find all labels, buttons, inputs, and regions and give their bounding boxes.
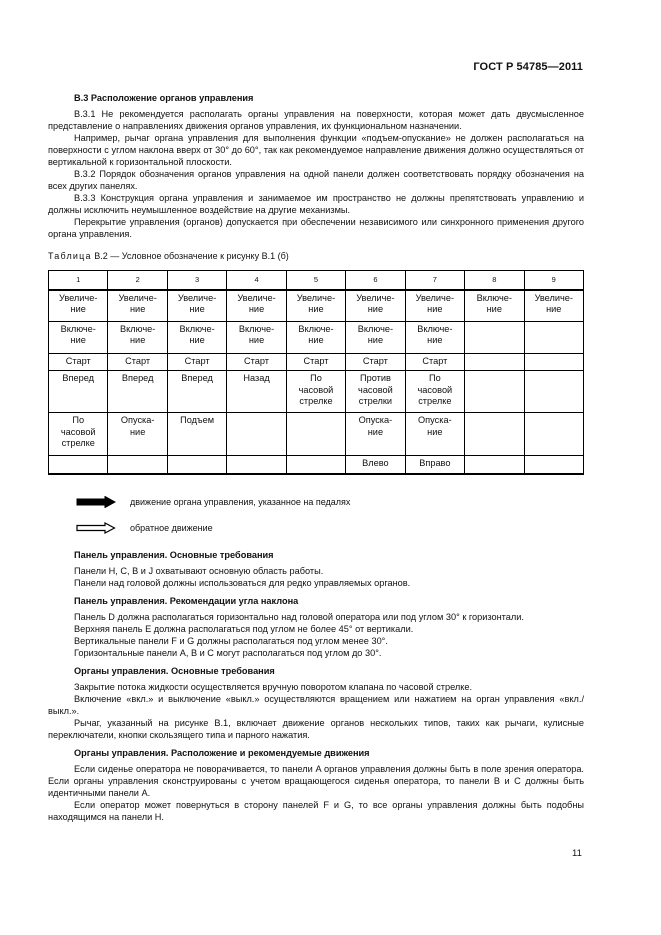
section-line: Вертикальные панели F и G должны располагаться под углом менее 30°. [74, 636, 388, 646]
table-cell: Вправо [405, 456, 464, 475]
table-cell: Включе- ние [346, 321, 405, 353]
section-heading: Панель управления. Рекомендации угла наклона [74, 596, 299, 606]
legend-table [48, 270, 584, 475]
table-cell [465, 353, 524, 371]
table-cell [227, 456, 286, 475]
table-cell [49, 456, 108, 475]
table-cell: Вперед [49, 371, 108, 413]
table-cell: Увеличе- ние [286, 290, 345, 322]
table-cell [524, 321, 584, 353]
table-cell: Опуска- ние [108, 413, 167, 456]
legend-row-solid [76, 495, 584, 509]
table-cell [465, 413, 524, 456]
table-cell [465, 321, 524, 353]
column-number: 3 [167, 271, 226, 290]
table-cell: Увеличе- ние [346, 290, 405, 322]
arrow-legend [48, 495, 584, 535]
hollow-arrow-icon [76, 522, 116, 534]
column-number: 6 [346, 271, 405, 290]
section-line: Панели H, C, B и J охватывают основную область работы. [74, 566, 324, 576]
table-cell [524, 353, 584, 371]
table-cell: Вперед [167, 371, 226, 413]
table-cell [524, 371, 584, 413]
table-cell: Включе- ние [49, 321, 108, 353]
table-cell: Включе- ние [108, 321, 167, 353]
table-column-numbers [49, 271, 584, 290]
legend-row-hollow [76, 521, 584, 535]
table-cell [108, 456, 167, 475]
table-cell [227, 413, 286, 456]
section-heading: Органы управления. Основные требования [74, 666, 275, 676]
column-number: 1 [49, 271, 108, 290]
table-cell: Назад [227, 371, 286, 413]
table-cell: Старт [346, 353, 405, 371]
table-cell: Увеличе- ние [227, 290, 286, 322]
column-number: 9 [524, 271, 584, 290]
table-cell: Включе- ние [286, 321, 345, 353]
section-line: Если сиденье оператора не поворачивается, то панели A органов управления должны быть в поле зрения оператора. Если органы управления сконструированы с учетом вращающегося сиденья оператора, то панели B и C должны быть идентичными панели A. [48, 764, 584, 798]
paragraph-b32: В.3.2 Порядок обозначения органов управления на одной панели должен соответствовать порядку обозначения на всех других панелях. [48, 169, 584, 191]
column-number: 2 [108, 271, 167, 290]
section-line: Закрытие потока жидкости осуществляется вручную поворотом клапана по часовой стрелке. [74, 682, 473, 692]
table-cell: По часовой стрелке [49, 413, 108, 456]
table-row [49, 353, 584, 371]
table-cell: Увеличе- ние [524, 290, 584, 322]
table-row [49, 371, 584, 413]
table-cell: Увеличе- ние [108, 290, 167, 322]
section-heading: Панель управления. Основные требования [74, 550, 274, 560]
column-number: 8 [465, 271, 524, 290]
table-row [49, 413, 584, 456]
table-cell: Включе- ние [405, 321, 464, 353]
section-panel-angle [48, 595, 584, 659]
table-caption [48, 250, 584, 262]
table-cell: Увеличе- ние [49, 290, 108, 322]
table-cell: Старт [108, 353, 167, 371]
table-cell: Подъем [167, 413, 226, 456]
table-cell: Старт [49, 353, 108, 371]
table-cell: Старт [405, 353, 464, 371]
paragraph-overlap: Перекрытие управления (органов) допускается при обеспечении независимого или синхронного применения другого органа управления. [48, 217, 584, 239]
document-code: ГОСТ Р 54785—2011 [473, 61, 583, 73]
page-number: 11 [572, 848, 582, 859]
section-line: Панели над головой должны использоваться для редко управляемых органов. [74, 578, 411, 588]
page-content [48, 92, 584, 823]
section-panel-basic [48, 549, 584, 589]
table-row [49, 290, 584, 322]
table-cell: Опуска- ние [346, 413, 405, 456]
section-line: Верхняя панель E должна располагаться под углом не более 45° от вертикали. [74, 624, 414, 634]
table-cell [524, 413, 584, 456]
table-cell: Опуска- ние [405, 413, 464, 456]
column-number: 7 [405, 271, 464, 290]
section-line: Если оператор может повернуться в сторону панелей F и G, то все органы управления должны быть подобны находящимся на панели H. [48, 800, 584, 822]
table-cell: По часовой стрелке [405, 371, 464, 413]
legend-solid-label: движение органа управления, указанное на педалях [130, 497, 351, 507]
table-cell: Включе- ние [167, 321, 226, 353]
section-line: Рычаг, указанный на рисунке В.1, включает движение органов нескольких типов, таких как рычаги, кулисные переключатели, кнопки скользящего типа и парного нажатия. [48, 718, 584, 740]
table-cell: По часовой стрелке [286, 371, 345, 413]
table-row [49, 456, 584, 475]
table-cell: Вперед [108, 371, 167, 413]
section-controls-basic [48, 665, 584, 741]
section-line: Включение «вкл.» и выключение «выкл.» осуществляются вращением или нажатием на орган управления «вкл./выкл.». [48, 694, 584, 716]
column-number: 5 [286, 271, 345, 290]
table-cell [286, 456, 345, 475]
table-cell [465, 456, 524, 475]
section-line: Горизонтальные панели A, B и C могут располагаться под углом до 30°. [74, 648, 382, 658]
solid-arrow-icon [76, 496, 116, 508]
table-cell [524, 456, 584, 475]
table-cell: Включе- ние [227, 321, 286, 353]
table-cell: Влево [346, 456, 405, 475]
table-cell: Включе- ние [465, 290, 524, 322]
table-cell: Старт [167, 353, 226, 371]
table-caption-text: В.2 — Условное обозначение к рисунку В.1 (б) [91, 251, 289, 261]
section-line: Панель D должна располагаться горизонтально над головой оператора или под углом 30° к горизонтали. [74, 612, 524, 622]
table-cell: Старт [227, 353, 286, 371]
paragraph-b33: В.3.3 Конструкция органа управления и занимаемое им пространство не должны препятствовать управлению и должны исключить неумышленное воздействие на другие механизмы. [48, 193, 584, 215]
table-cell: Против часовой стрелки [346, 371, 405, 413]
table-caption-prefix: Таблица [48, 251, 92, 261]
legend-hollow-label: обратное движение [130, 523, 213, 533]
paragraph-example: Например, рычаг органа управления для выполнения функции «подъем-опускание» не должен располагаться на поверхности с углом наклона вверх от 30° до 60°, так как рекомендуемое направление движения должно осуществляться от вертикальной к горизонтальной плоскости. [48, 133, 584, 167]
paragraph-b31: В.3.1 Не рекомендуется располагать органы управления на поверхности, которая может дать двусмысленное представление о направлениях движения органов управления, их функциональном назначении. [48, 109, 584, 131]
section-heading-b3: В.3 Расположение органов управления [74, 93, 254, 103]
table-row [49, 321, 584, 353]
section-heading: Органы управления. Расположение и рекомендуемые движения [74, 748, 370, 758]
column-number: 4 [227, 271, 286, 290]
table-cell: Старт [286, 353, 345, 371]
table-cell [286, 413, 345, 456]
table-cell [167, 456, 226, 475]
section-controls-placement [48, 747, 584, 823]
table-cell: Увеличе- ние [167, 290, 226, 322]
table-cell [465, 371, 524, 413]
table-cell: Увеличе- ние [405, 290, 464, 322]
